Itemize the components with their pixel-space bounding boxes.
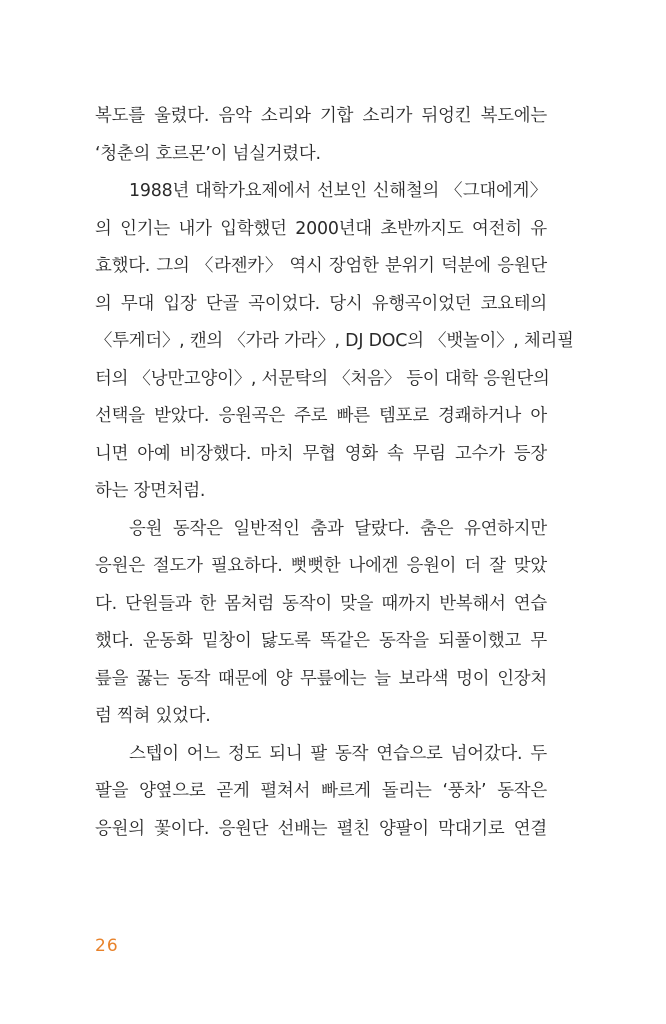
text-line-2: ‘청춘의 호르몬’이 넘실거렸다. [95,143,321,164]
text-line-16: 릎을 꿇는 동작 때문에 양 무릎에는 늘 보라색 멍이 인장처 [95,668,547,689]
text-line-8: 터의 〈낭만고양이〉, 서문탁의 〈처음〉 등이 대학 응원단의 [95,368,550,389]
text-line-5: 효했다. 그의 〈라젠카〉 역시 장엄한 분위기 덕분에 응원단 [95,256,547,276]
text-line-19: 팔을 양옆으로 곧게 펼쳐서 빠르게 돌리는 ‘풍차’ 동작은 [95,781,547,801]
text-line-7: 〈투게더〉, 캔의 〈가라 가라〉, DJ DOC의 〈뱃놀이〉, 체리필 [95,331,574,351]
text-line-18: 스텝이 어느 정도 되니 팔 동작 연습으로 넘어갔다. 두 [129,743,547,764]
page-number: 26 [95,936,119,956]
text-line-3: 1988년 대학가요제에서 선보인 신해철의 〈그대에게〉 [129,181,547,201]
text-line-9: 선택을 받았다. 응원곡은 주로 빠른 템포로 경쾌하거나 아 [95,406,547,426]
text-line-20: 응원의 꽃이다. 응원단 선배는 펼친 양팔이 막대기로 연결 [95,818,547,839]
text-line-12: 응원 동작은 일반적인 춤과 달랐다. 춤은 유연하지만 [129,518,547,539]
text-line-4: 의 인기는 내가 입학했던 2000년대 초반까지도 여전히 유 [95,218,547,239]
text-line-6: 의 무대 입장 단골 곡이었다. 당시 유행곡이었던 코요테의 [95,293,547,314]
text-line-1: 복도를 울렸다. 음악 소리와 기합 소리가 뒤엉킨 복도에는 [95,106,547,126]
text-line-14: 다. 단원들과 한 몸처럼 동작이 맞을 때까지 반복해서 연습 [95,593,547,614]
text-line-10: 니면 아예 비장했다. 마치 무협 영화 속 무림 고수가 등장 [95,443,547,464]
page-body-text [95,98,574,848]
text-line-11: 하는 장면처럼. [95,481,206,501]
text-line-17: 럼 찍혀 있었다. [95,706,211,726]
text-line-15: 했다. 운동화 밑창이 닳도록 똑같은 동작을 되풀이했고 무 [95,631,547,651]
text-line-13: 응원은 절도가 필요하다. 뻣뻣한 나에겐 응원이 더 잘 맞았 [95,556,547,576]
